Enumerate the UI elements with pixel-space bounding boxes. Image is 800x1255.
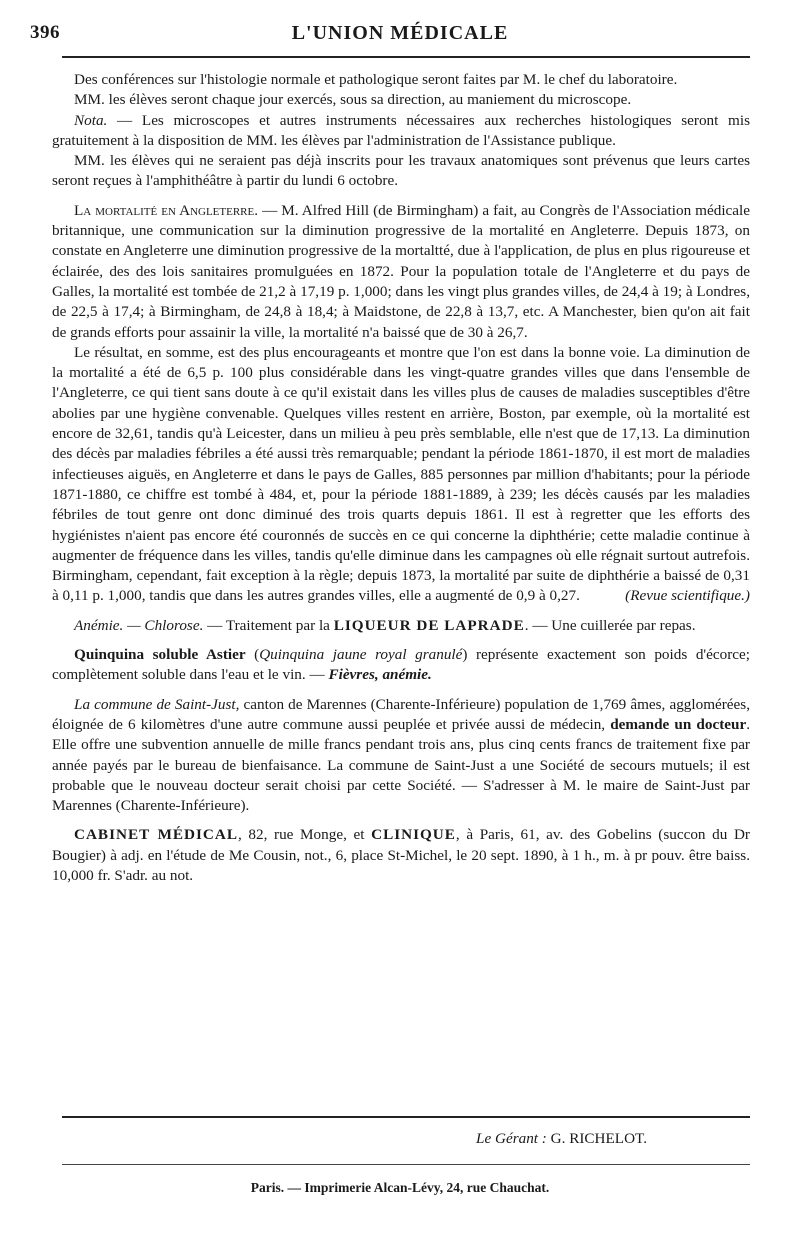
article-body [52,70,750,886]
paragraph-resultat [52,343,750,607]
footer-rule [62,1116,750,1118]
source-citation: (Revue scientifique.) [625,587,750,605]
paragraph-conferences: Des conférences sur l'histologie normale et pathologique seront faites par M. le chef du laboratoire. [74,71,678,88]
laprade-lead: Anémie. — Chlorose. [74,616,204,634]
paragraph-inscription: MM. les élèves qui ne seraient pas déjà inscrits pour les travaux anatomiques sont prévenus que leurs cartes seront reçues à l'amphithéâtre à partir du lundi 6 octobre. [52,152,750,190]
nota-label: Nota. [74,111,108,129]
section-heading-mortalite: La mortalité en Angleterre. [74,201,259,219]
header-rule [62,56,750,58]
printer-rule [62,1164,750,1165]
page-header [0,22,800,52]
cabinet-label: CABINET MÉDICAL [74,826,238,844]
saint-just-lead: La commune de Saint-Just, [74,695,240,713]
journal-title: L'UNION MÉDICALE [291,22,509,44]
gerant-line [476,1130,647,1148]
paragraph-nota [52,111,750,152]
laprade-brand: LIQUEUR DE LAPRADE [333,616,525,634]
notice-saint-just: La commune de Saint-Just, canton de Marennes (Charente-Inférieure) population de 1,769 âmes, agglomérées, éloignée de 6 kilomètres d'une autre commune aussi peuplée et privée aussi de médecin, demande un docteur. Elle offre une subvention annuelle de mille francs pendant trois ans, plus cinq cents francs de traitement fixe par année payés par le bureau de bienfaisance. La commune de Saint-Just a une Société de secours mutuels; il est probable que le nouveau docteur serait choisi par cette Société. — S'adresser à M. le maire de Saint-Just par Marennes (Charente-Inférieure). [52,695,750,815]
clinique-label: CLINIQUE [371,826,456,844]
advert-cabinet: CABINET MÉDICAL, 82, rue Monge, et CLINIQUE, à Paris, 61, av. des Gobelins (succon du Dr Bougier) à adj. en l'étude de Me Cousin, not., 6, place St-Michel, le 20 sept. 1890, à 1 h., m. à pr pouv. être baiss. 10,000 fr. S'adr. au not. [52,826,750,884]
gerant-name: G. RICHELOT. [546,1130,647,1147]
nota-text: — Les microscopes et autres instruments nécessaires aux recherches histologiques seront mis gratuitement à la disposition de MM. les élèves par l'administration de l'Assistance publique. [52,111,750,149]
paragraph-mortalite [52,201,750,343]
saint-just-demand: demande un docteur [610,715,747,733]
gerant-label: Le Gérant : [476,1130,547,1147]
quinquina-brand: Quinquina soluble Astier [74,646,246,664]
advert-laprade: Anémie. — Chlorose. — Traitement par la LIQUEUR DE LAPRADE. — Une cuillerée par repas. [74,616,696,634]
quinquina-indications: Fièvres, anémie. [328,666,432,684]
page-number: 396 [30,22,60,43]
resultat-text: Le résultat, en somme, est des plus encourageants et montre que l'on est dans la bonne voie. La diminution de la mortalité a été de 6,5 p. 100 plus considérable dans les vingt-quatre grandes villes que dans l'ensemble de l'Angleterre, ce qui tient sans doute à ce qu'il existait dans les villes plus de causes de maladies susceptibles d'être abolies par une hygiène convenable. Quelques villes restent en arrière, Boston, par exemple, où la mortalité est encore de 32,61, tandis qu'à Leicester, dans un milieu à peu près semblable, elle n'est que de 17,13. La diminution des décès par maladies fébriles a été aussi très remarquable; pendant la période 1861-1870, il est mort de maladies infectieuses aiguës, en Angleterre et dans le pays de Galles, 885 personnes par million d'habitants; pour la période 1871-1880, ce chiffre est tombé à 484, et, pour la période 1881-1889, à 239; les décès causés par les maladies fébriles de tout genre ont donc diminué des trois quarts depuis 1861. Il est à regretter que les efforts des hygiénistes n'aient pas encore été couronnés de succès en ce qui concerne la diphthérie; cette maladie continue à augmenter de fréquence dans les villes, tandis qu'elle diminue dans les campagnes où elle régnait surtout autrefois. Birmingham, cependant, fait exception à la règle; depuis 1873, la mortalité par suite de diphthérie a baissé de 0,31 à 0,11 p. 1,000, tandis que dans les autres grandes villes, elle a augmenté de 0,9 à 0,27. [52,343,750,605]
paragraph-eleves: MM. les élèves seront chaque jour exercés, sous sa direction, au maniement du microscope. [74,91,632,109]
printer-imprint: Paris. — Imprimerie Alcan-Lévy, 24, rue Chauchat. [250,1180,550,1195]
mortalite-text: — M. Alfred Hill (de Birmingham) a fait, au Congrès de l'Association médicale britannique, une communication sur la diminution progressive de la mortalité en Angleterre. Depuis 1873, on constate en Angleterre une diminution progressive de la mortaltté, due à l'application, de plus en plus rigoureuse et éclairée, des des lois sanitaires promulguées en 1872. Pour la population totale de l'Angleterre et du pays de Galles, la mortalité est tombée de 21,2 à 17,19 p. 1,000; dans les vingt plus grandes villes, de 24,4 à 19; à Londres, de 22,5 à 17,4; à Birmingham, de 24,8 à 18,4; à Maidstone, de 22,8 à 13,7, etc. A Manchester, bien qu'on ait fait de grands efforts pour assainir la ville, la mortalité n'a baissé que de 30 à 26,7. [52,201,750,341]
advert-quinquina: Quinquina soluble Astier (Quinquina jaune royal granulé) représente exactement son poids d'écorce; complètement soluble dans l'eau et le vin. — Fièvres, anémie. [52,646,750,684]
